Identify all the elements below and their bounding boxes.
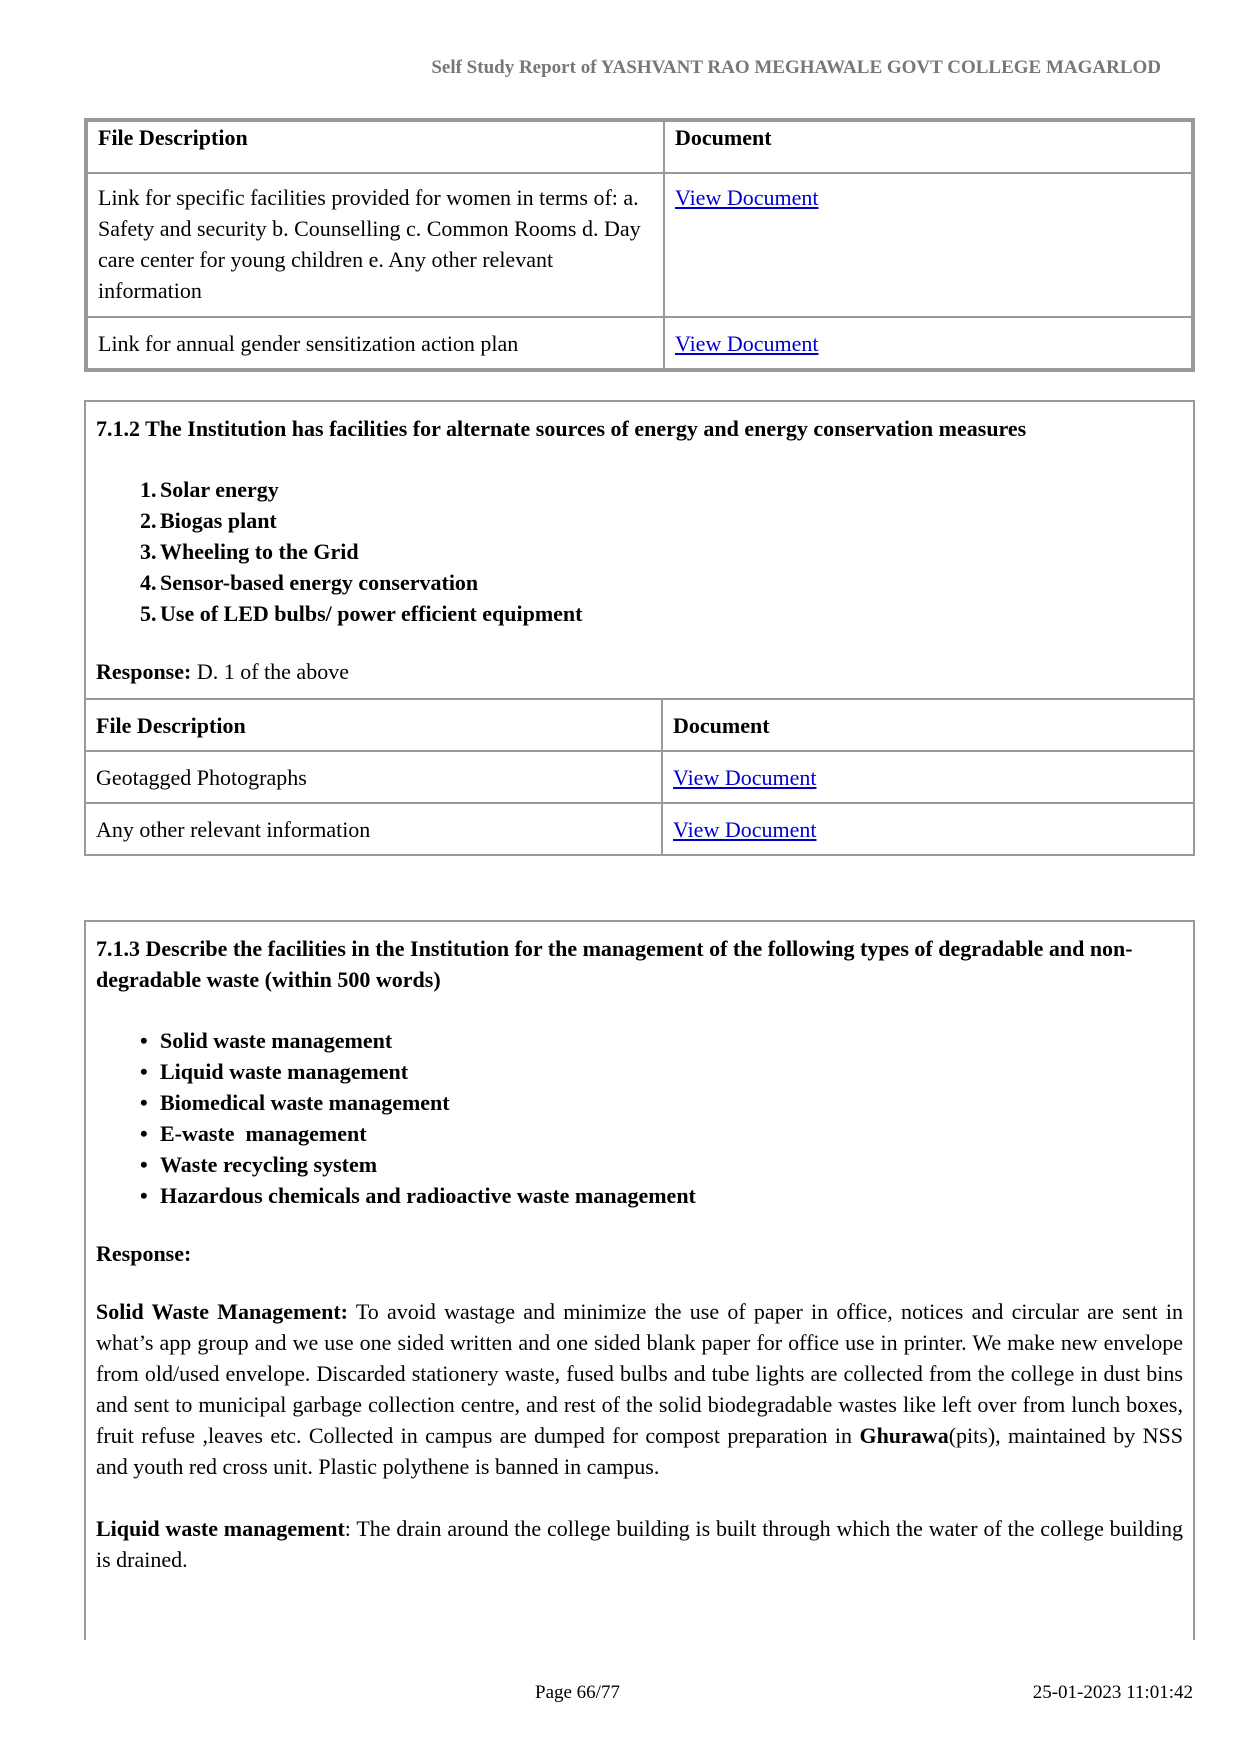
list-item: 4. Sensor-based energy conservation [140, 570, 479, 595]
file-description-cell: Any other relevant information [85, 803, 662, 855]
question-title: 7.1.2 The Institution has facilities for alternate sources of energy and energy conservation measures [96, 416, 1027, 441]
waste-types-list [86, 1025, 1193, 1211]
response-value: D. 1 of the above [196, 659, 349, 684]
response-heading: Response: [96, 1241, 192, 1266]
document-cell [664, 317, 1192, 369]
bullet-icon: • [140, 1121, 148, 1146]
list-item: • Solid waste management [140, 1025, 1193, 1056]
bullet-icon: • [140, 1183, 148, 1208]
table-header-row [85, 699, 1194, 751]
document-cell [662, 803, 1194, 855]
list-item: • Waste recycling system [140, 1149, 1193, 1180]
list-item: 2. Biogas plant [140, 508, 277, 533]
section-7-1-2 [84, 400, 1195, 856]
response-line [86, 629, 1193, 698]
file-description-cell: Geotagged Photographs [85, 751, 662, 803]
view-document-link[interactable]: View Document [673, 764, 817, 790]
question-title: 7.1.3 Describe the facilities in the Institution for the management of the following types of degradable and non-degradable waste (within 500 words) [96, 936, 1133, 992]
document-cell [664, 173, 1192, 317]
file-description-cell: Link for specific facilities provided for women in terms of: a. Safety and security b. Counselling c. Common Rooms d. Day care center for young children e. Any other relevant information [87, 173, 664, 317]
table-row [87, 317, 1192, 369]
column-header-document: Document [664, 121, 1192, 173]
file-description-cell: Link for annual gender sensitization action plan [87, 317, 664, 369]
ghurawa-term: Ghurawa [859, 1423, 949, 1448]
view-document-link[interactable]: View Document [675, 330, 819, 356]
list-item: • E-waste management [140, 1118, 1193, 1149]
section-7-1-3 [84, 920, 1195, 1640]
solid-waste-heading: Solid Waste Management: [96, 1299, 348, 1324]
table-header-row [87, 121, 1192, 173]
list-item: 5. Use of LED bulbs/ power efficient equipment [140, 601, 583, 626]
solid-waste-paragraph: Solid Waste Management: To avoid wastage and minimize the use of paper in office, notices and circular are sent in what’s app group and we use one sided written and one sided blank paper for office use in printer. We make new envelope from old/used envelope. Discarded stationery waste, fused bulbs and tube lights are collected from the college in dust bins and sent to municipal garbage collection centre, and rest of the solid biodegradable wastes like left over from lunch boxes, fruit refuse ,leaves etc. Collected in campus are dumped for compost preparation in Ghurawa(pits), maintained by NSS and youth red cross unit. Plastic polythene is banned in campus. [96, 1299, 1183, 1479]
list-item: • Liquid waste management [140, 1056, 1193, 1087]
column-header-file-description: File Description [87, 121, 664, 173]
column-header-document: Document [662, 699, 1194, 751]
bullet-icon: • [140, 1028, 148, 1053]
file-description-table-7-1-1 [84, 118, 1195, 372]
liquid-waste-heading: Liquid waste management [96, 1516, 345, 1541]
list-item: 3. Wheeling to the Grid [140, 539, 359, 564]
report-header-title: Self Study Report of YASHVANT RAO MEGHAWALE GOVT COLLEGE MAGARLOD [431, 57, 1161, 78]
column-header-file-description: File Description [85, 699, 662, 751]
liquid-waste-paragraph: Liquid waste management: The drain around the college building is built through which the water of the college building is drained. [96, 1516, 1183, 1572]
list-item: • Hazardous chemicals and radioactive waste management [140, 1180, 1193, 1211]
response-label: Response: [96, 659, 192, 684]
table-row [85, 751, 1194, 803]
energy-options-list [86, 474, 1193, 629]
view-document-link[interactable]: View Document [673, 816, 817, 842]
bullet-icon: • [140, 1059, 148, 1084]
view-document-link[interactable]: View Document [675, 185, 819, 210]
page-number: Page 66/77 [535, 1682, 620, 1703]
list-item: 1. Solar energy [140, 477, 279, 502]
documents-table [86, 120, 1193, 370]
documents-table [84, 698, 1195, 856]
list-item: • Biomedical waste management [140, 1087, 1193, 1118]
table-row [85, 803, 1194, 855]
document-cell [662, 751, 1194, 803]
bullet-icon: • [140, 1152, 148, 1177]
generated-timestamp: 25-01-2023 11:01:42 [1032, 1682, 1193, 1703]
bullet-icon: • [140, 1090, 148, 1115]
table-row [87, 173, 1192, 317]
